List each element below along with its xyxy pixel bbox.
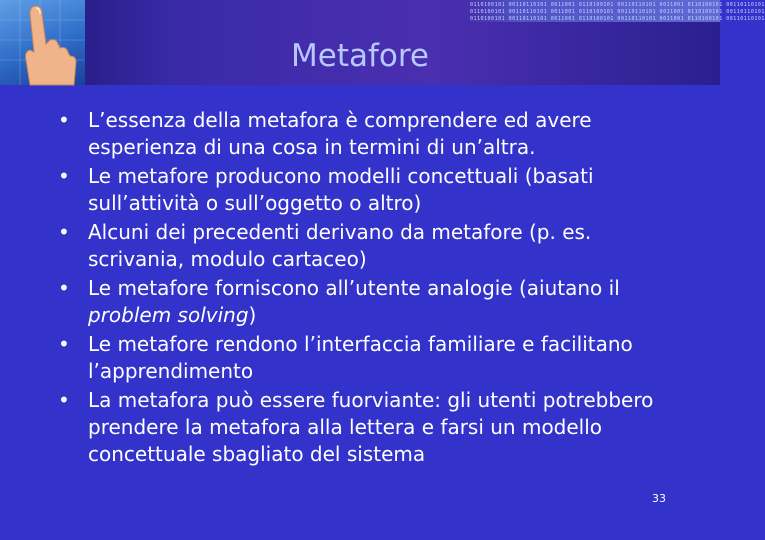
bullet-list (58, 107, 678, 470)
bullet-marker: • (58, 332, 70, 356)
bullet-item (58, 275, 678, 329)
pointing-hand-icon (0, 0, 85, 85)
header-band (0, 0, 765, 85)
bullet-text: Le metafore forniscono all’utente analogie (aiutano il (88, 276, 620, 300)
bullet-text-after: ) (248, 303, 257, 327)
bullet-marker: • (58, 108, 70, 132)
bullet-text: Le metafore rendono l’interfaccia familiare e facilitano l’apprendimento (88, 332, 633, 383)
binary-text-line: 0110100101 00110110101 0011001 0110100101 00110110101 0011001 0110100101 00110110101 (470, 16, 765, 22)
bullet-marker: • (58, 164, 70, 188)
binary-text-line: 0110100101 00110110101 0011001 0110100101 00110110101 0011001 0110100101 00110110101 (470, 9, 765, 15)
bullet-item (58, 163, 678, 217)
bullet-text-italic: problem solving (88, 303, 249, 327)
bullet-text: Alcuni dei precedenti derivano da metafore (p. es. scrivania, modulo cartaceo) (88, 220, 592, 271)
bullet-marker: • (58, 276, 70, 300)
bullet-item (58, 219, 678, 273)
bullet-item (58, 107, 678, 161)
slide-title: Metafore (291, 38, 429, 74)
binary-text-line: 0110100101 00110110101 0011001 0110100101 00110110101 0011001 0110100101 00110110101 (470, 2, 765, 8)
bullet-text: La metafora può essere fuorviante: gli utenti potrebbero prendere la metafora alla lettera e farsi un modello concettuale sbagliato del sistema (88, 388, 654, 466)
bullet-item (58, 331, 678, 385)
bullet-text: Le metafore producono modelli concettuali (basati sull’attività o sull’oggetto o altro) (88, 164, 594, 215)
slide-number: 33 (652, 492, 666, 505)
bullet-text: L’essenza della metafora è comprendere ed avere esperienza di una cosa in termini di un’altra. (88, 108, 592, 159)
bullet-marker: • (58, 388, 70, 412)
bullet-item (58, 387, 678, 468)
bullet-marker: • (58, 220, 70, 244)
binary-decoration (466, 0, 765, 22)
